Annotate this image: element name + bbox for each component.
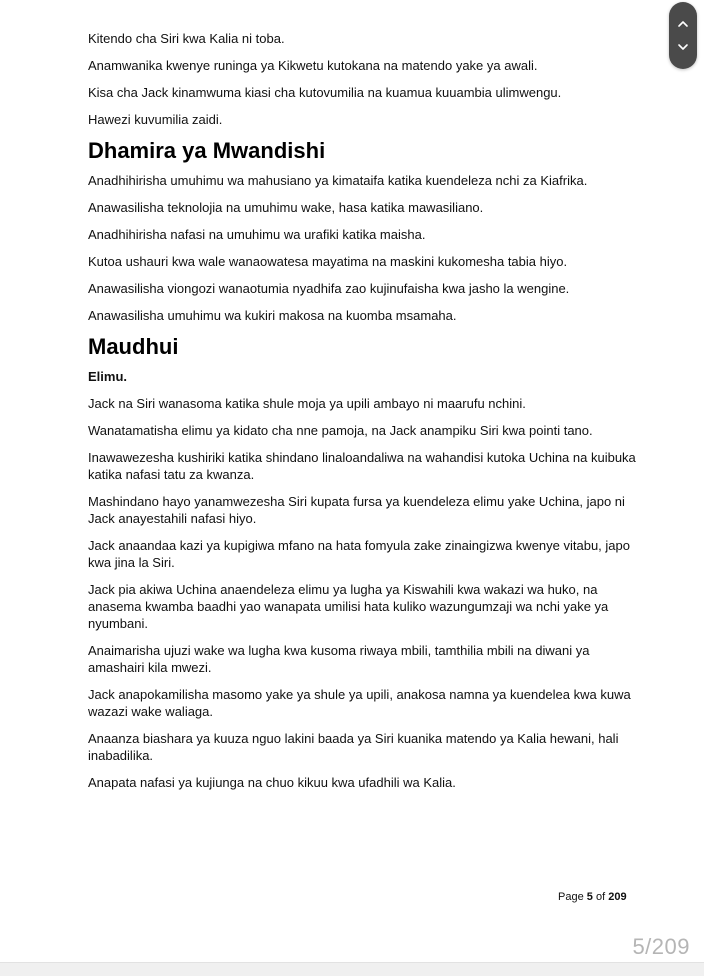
footer-of-word: of [595,891,606,903]
section-heading-maudhui: Maudhui [88,334,179,359]
paragraph: Anaanza biashara ya kuuza nguo lakini baada ya Siri kuanika matendo ya Kalia hewani, hali inabadilika. [88,731,619,763]
paragraph: Hawezi kuvumilia zaidi. [88,112,223,127]
paragraph: Jack pia akiwa Uchina anaendeleza elimu ya lugha ya Kiswahili kwa wakazi wa huko, na anasema kwamba baadhi yao wanapata umilisi hata kuliko wazungumzaji wa nchi yake ya nyumbani. [88,582,609,631]
paragraph: Anawasilisha umuhimu wa kukiri makosa na kuomba msamaha. [88,308,457,323]
page-counter: 5/209 [632,934,690,959]
paragraph: Jack anaandaa kazi ya kupigiwa mfano na hata fomyula zake zinaingizwa kwenye vitabu, japo kwa jina la Siri. [88,538,630,570]
page-footer [558,891,627,903]
paragraph: Anamwanika kwenye runinga ya Kikwetu kutokana na matendo yake ya awali. [88,58,538,73]
subheading-elimu: Elimu. [88,369,128,384]
paragraph: Kutoa ushauri kwa wale wanaowatesa mayatima na maskini kukomesha tabia hiyo. [88,254,568,269]
chevron-down-icon [677,41,689,53]
paragraph: Kitendo cha Siri kwa Kalia ni toba. [88,31,285,46]
document-page [88,30,638,801]
chevron-up-icon [677,18,689,30]
page-navigation [669,2,697,69]
paragraph: Inawawezesha kushiriki katika shindano linaloandaliwa na wahandisi kutoka Uchina na kuibuka katika nafasi tatu za kwanza. [88,450,636,482]
footer-page-word: Page [558,891,584,903]
paragraph: Jack na Siri wanasoma katika shule moja ya upili ambayo ni maarufu nchini. [88,396,526,411]
paragraph: Anaimarisha ujuzi wake wa lugha kwa kusoma riwaya mbili, tamthilia mbili na diwani ya amashairi kila mwezi. [88,643,590,675]
section-heading-dhamira: Dhamira ya Mwandishi [88,138,326,163]
next-page-button[interactable] [669,33,697,61]
paragraph: Anawasilisha teknolojia na umuhimu wake, hasa katika mawasiliano. [88,200,484,215]
paragraph: Anadhihirisha nafasi na umuhimu wa urafiki katika maisha. [88,227,426,242]
footer-current-page: 5 [586,891,593,903]
paragraph: Jack anapokamilisha masomo yake ya shule ya upili, anakosa namna ya kuendelea kwa kuwa wazazi wake waliaga. [88,687,631,719]
paragraph: Anawasilisha viongozi wanaotumia nyadhifa zao kujinufaisha kwa jasho la wengine. [88,281,570,296]
footer-total-pages: 209 [608,891,627,903]
paragraph: Mashindano hayo yanamwezesha Siri kupata fursa ya kuendeleza elimu yake Uchina, japo ni Jack anayestahili nafasi hiyo. [88,494,625,526]
bottom-toolbar [0,962,704,976]
paragraph: Kisa cha Jack kinamwuma kiasi cha kutovumilia na kuamua kuuambia ulimwengu. [88,85,562,100]
paragraph: Anapata nafasi ya kujiunga na chuo kikuu kwa ufadhili wa Kalia. [88,775,456,790]
paragraph: Wanatamatisha elimu ya kidato cha nne pamoja, na Jack anampiku Siri kwa pointi tano. [88,423,593,438]
paragraph: Anadhihirisha umuhimu wa mahusiano ya kimataifa katika kuendeleza nchi za Kiafrika. [88,173,588,188]
